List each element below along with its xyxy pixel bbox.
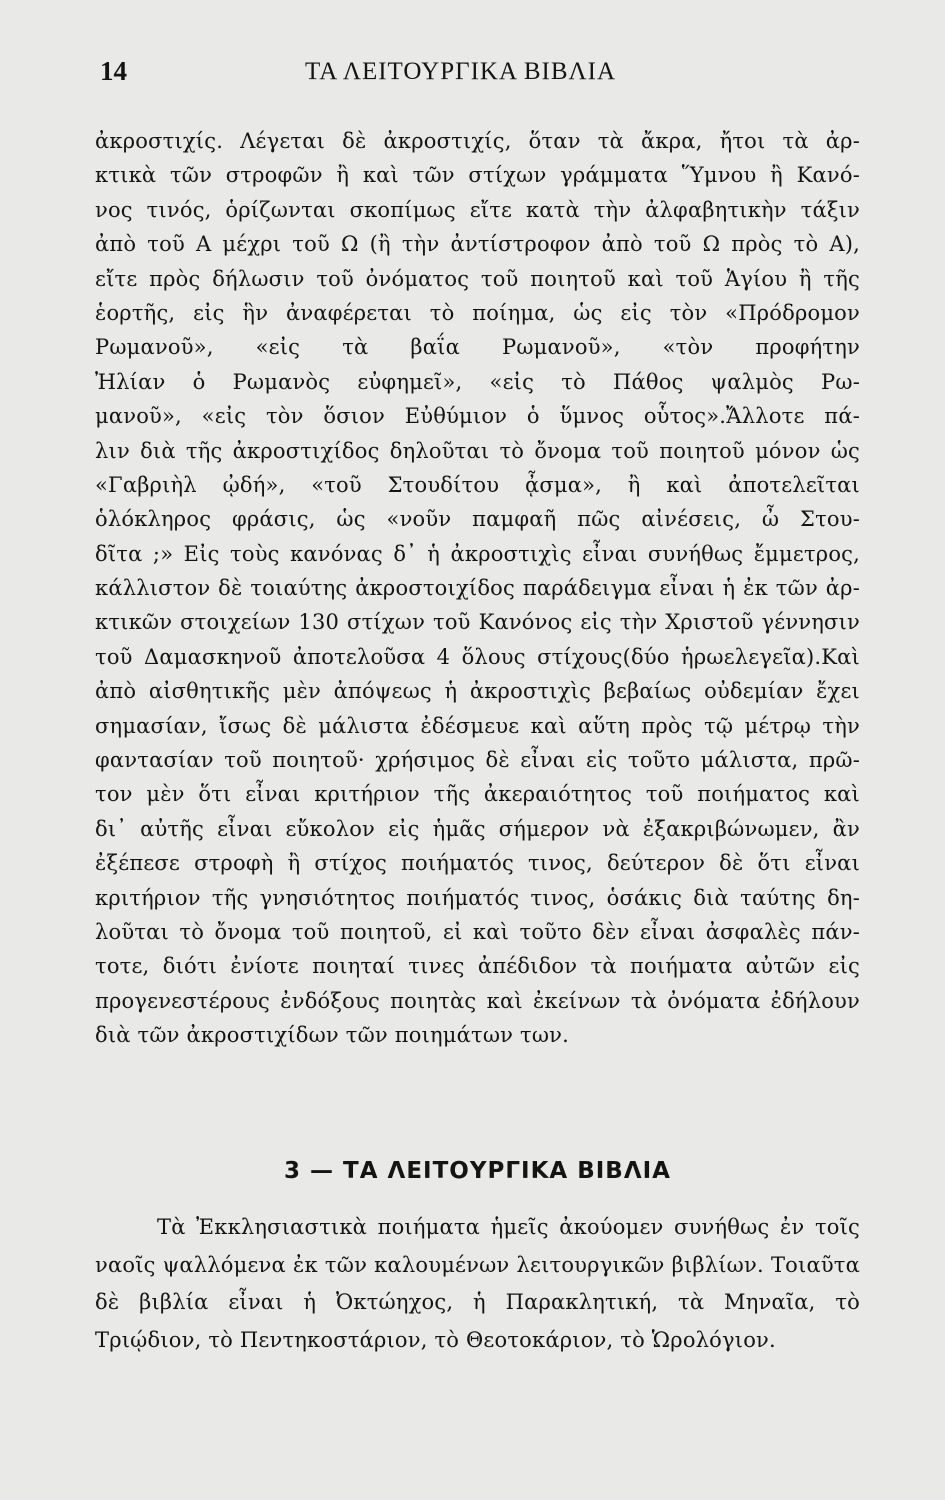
text-line: Ρωμανοῦ», «εἰς τὰ βαΐα Ρωμανοῦ», «τὸν προφήτην <box>95 335 860 360</box>
text-line: προγενεστέρους ἐνδόξους ποιητὰς καὶ ἐκείνων τὰ ὀνόματα ἐδήλουν <box>95 988 860 1013</box>
section-heading: 3 — ΤΑ ΛΕΙΤΟΥΡΓΙΚΑ ΒΙΒΛΙΑ <box>284 1158 671 1184</box>
body-paragraph <box>95 124 860 1053</box>
text-line: ἀκροστιχίς. Λέγεται δὲ ἀκροστιχίς, ὅταν τὰ ἄκρα, ἤτοι τὰ ἀρ- <box>95 129 860 153</box>
page-header <box>100 56 855 96</box>
text-line: δῖτα ;» Εἰς τοὺς κανόνας δ᾽ ἡ ἀκροστιχὶς εἶναι συνήθως ἔμμετρος, <box>95 541 860 566</box>
text-line: κάλλιστον δὲ τοιαύτης ἀκροστοιχίδος παράδειγμα εἶναι ἡ ἐκ τῶν ἀρ- <box>95 576 860 601</box>
text-line: λιν διὰ τῆς ἀκροστιχίδος δηλοῦται τὸ ὄνομα τοῦ ποιητοῦ μόνον ὡς <box>95 438 860 463</box>
text-line: μανοῦ», «εἰς τὸν ὅσιον Εὐθύμιον ὁ ὕμνος οὗτος».Ἄλλοτε πά- <box>95 404 860 429</box>
text-line: Τριῴδιον, τὸ Πεντηκοστάριον, τὸ Θεοτοκάριον, τὸ Ὡρολόγιον. <box>95 1327 776 1352</box>
text-line: νος τινός, ὁρίζωνται σκοπίμως εἴτε κατὰ τὴν ἀλφαβητικὴν τάξιν <box>95 197 860 222</box>
text-line: τον μὲν ὅτι εἶναι κριτήριον τῆς ἀκεραιότητος τοῦ ποιήματος καὶ <box>95 782 860 807</box>
running-title: ΤΑ ΛΕΙΤΟΥΡΓΙΚΑ ΒΙΒΛΙΑ <box>305 58 617 85</box>
text-line: ἐξέπεσε στροφὴ ἢ στίχος ποιήματός τινος, δεύτερον δὲ ὅτι εἶναι <box>95 851 860 876</box>
text-line: τοτε, διότι ἐνίοτε ποιηταί τινες ἀπέδιδον τὰ ποιήματα αὐτῶν εἰς <box>95 954 860 979</box>
text-line: λοῦται τὸ ὄνομα τοῦ ποιητοῦ, εἰ καὶ τοῦτο δὲν εἶναι ἀσφαλὲς πάν- <box>95 919 860 944</box>
text-line: ἀπὸ τοῦ Α μέχρι τοῦ Ω (ἢ τὴν ἀντίστροφον ἀπὸ τοῦ Ω πρὸς τὸ Α), <box>95 232 860 257</box>
text-line: ναοῖς ψαλλόμενα ἐκ τῶν καλουμένων λειτουργικῶν βιβλίων. Τοιαῦτα <box>95 1252 860 1277</box>
text-line: κριτήριον τῆς γνησιότητος ποιήματός τινος, ὁσάκις διὰ ταύτης δη- <box>95 885 860 910</box>
text-line: ἀπὸ αἰσθητικῆς μὲν ἀπόψεως ἡ ἀκροστιχὶς βεβαίως οὐδεμίαν ἔχει <box>95 679 860 704</box>
text-line: κτικὰ τῶν στροφῶν ἢ καὶ τῶν στίχων γράμματα Ὕμνου ἢ Κανό- <box>95 163 860 188</box>
text-line: σημασίαν, ἴσως δὲ μάλιστα ἐδέσμευε καὶ αὕτη πρὸς τῷ μέτρῳ τὴν <box>95 713 860 738</box>
text-line: Τὰ Ἐκκλησιαστικὰ ποιήματα ἡμεῖς ἀκούομεν συνήθως ἐν τοῖς <box>157 1215 860 1239</box>
section-paragraph <box>95 1209 860 1359</box>
text-line: «Γαβριὴλ ᾠδή», «τοῦ Στουδίτου ᾆσμα», ἢ καὶ ἀποτελεῖται <box>95 472 860 497</box>
text-line: δὲ βιβλία εἶναι ἡ Ὀκτώηχος, ἡ Παρακλητική, τὰ Μηναῖα, τὸ <box>95 1290 860 1314</box>
text-line: διὰ τῶν ἀκροστιχίδων τῶν ποιημάτων των. <box>95 1023 570 1048</box>
text-line: φαντασίαν τοῦ ποιητοῦ· χρήσιμος δὲ εἶναι εἰς τοῦτο μάλιστα, πρῶ- <box>95 748 860 773</box>
text-line: ὁλόκληρος φράσις, ὡς «νοῦν παμφαῆ πῶς αἰνέσεις, ὦ Στου- <box>95 507 860 532</box>
text-line: ἑορτῆς, εἰς ἣν ἀναφέρεται τὸ ποίημα, ὡς εἰς τὸν «Πρόδρομον <box>95 300 860 325</box>
text-line: εἴτε πρὸς δήλωσιν τοῦ ὀνόματος τοῦ ποιητοῦ καὶ τοῦ Ἁγίου ἢ τῆς <box>95 266 860 291</box>
text-line: κτικῶν στοιχείων 130 στίχων τοῦ Κανόνος εἰς τὴν Χριστοῦ γέννησιν <box>95 610 860 635</box>
text-line: τοῦ Δαμασκηνοῦ ἀποτελοῦσα 4 ὅλους στίχους(δύο ἡρωελεγεῖα).Καὶ <box>95 644 860 669</box>
page-number: 14 <box>100 56 127 86</box>
text-line: δι᾽ αὐτῆς εἶναι εὔκολον εἰς ἡμᾶς σήμερον νὰ ἐξακριβώνωμεν, ἂν <box>95 816 860 841</box>
text-line: Ἠλίαν ὁ Ρωμανὸς εὐφημεῖ», «εἰς τὸ Πάθος ψαλμὸς Ρω- <box>95 369 860 394</box>
